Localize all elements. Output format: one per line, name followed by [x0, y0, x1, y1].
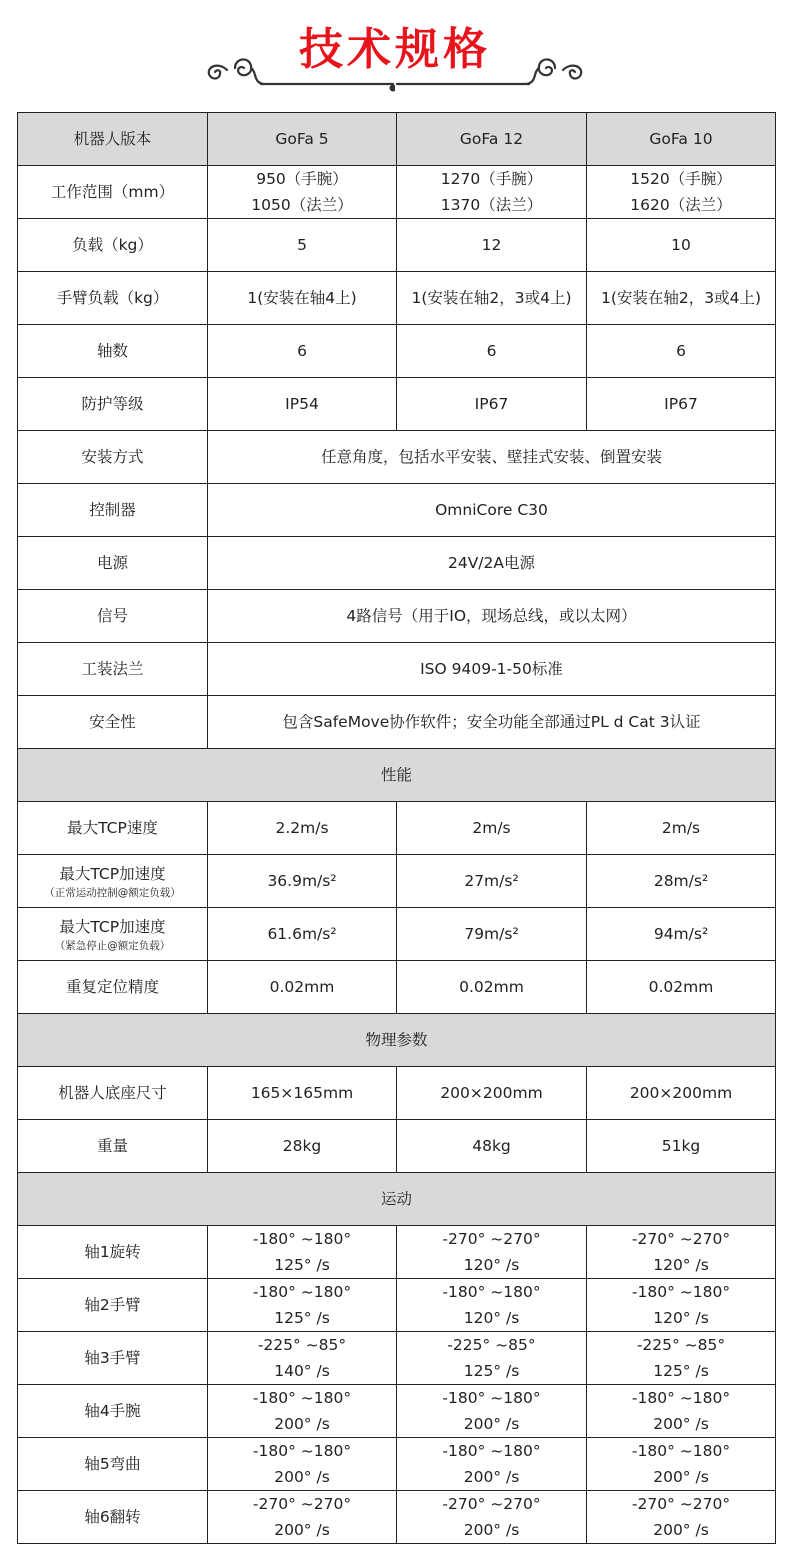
spec-table: [17, 112, 776, 1544]
table-cell: -180° ~180° 200° /s: [587, 1438, 776, 1491]
table-cell: 0.02mm: [208, 961, 397, 1014]
table-header-row: [18, 113, 776, 166]
table-row: [18, 378, 776, 431]
section-title: 运动: [18, 1173, 776, 1226]
row-label: 轴数: [18, 325, 208, 378]
merged-cell: 4路信号（用于IO，现场总线，或以太网）: [208, 590, 776, 643]
table-row: [18, 855, 776, 908]
table-cell: -270° ~270° 200° /s: [587, 1491, 776, 1544]
row-label: 信号: [18, 590, 208, 643]
table-cell: 200×200mm: [587, 1067, 776, 1120]
table-cell: -225° ~85° 125° /s: [587, 1332, 776, 1385]
header-gofa-12: GoFa 12: [397, 113, 587, 166]
table-cell: 0.02mm: [587, 961, 776, 1014]
row-label: 轴2手臂: [18, 1279, 208, 1332]
table-cell: -180° ~180° 200° /s: [397, 1385, 587, 1438]
table-cell: 6: [208, 325, 397, 378]
table-cell: 28m/s²: [587, 855, 776, 908]
table-row: [18, 908, 776, 961]
table-cell: IP67: [587, 378, 776, 431]
row-label: 轴3手臂: [18, 1332, 208, 1385]
table-cell: 6: [397, 325, 587, 378]
table-row: [18, 1491, 776, 1544]
table-cell: 1(安装在轴4上): [208, 272, 397, 325]
table-cell: 2.2m/s: [208, 802, 397, 855]
section-row-motion: [18, 1173, 776, 1226]
table-row: [18, 325, 776, 378]
row-label: 工作范围（mm）: [18, 166, 208, 219]
table-row: [18, 166, 776, 219]
row-label: 安装方式: [18, 431, 208, 484]
table-cell: 1270（手腕） 1370（法兰）: [397, 166, 587, 219]
table-cell: 94m/s²: [587, 908, 776, 961]
row-label: 重复定位精度: [18, 961, 208, 1014]
merged-cell: ISO 9409-1-50标准: [208, 643, 776, 696]
row-label: 控制器: [18, 484, 208, 537]
section-row-physical: [18, 1014, 776, 1067]
table-cell: -180° ~180° 200° /s: [397, 1438, 587, 1491]
table-cell: -180° ~180° 200° /s: [208, 1438, 397, 1491]
table-row: [18, 1385, 776, 1438]
table-cell: 12: [397, 219, 587, 272]
table-row: [18, 219, 776, 272]
row-label: 手臂负载（kg）: [18, 272, 208, 325]
table-row: [18, 272, 776, 325]
table-row: [18, 1332, 776, 1385]
table-cell: IP67: [397, 378, 587, 431]
table-cell: -180° ~180° 200° /s: [208, 1385, 397, 1438]
row-label: 最大TCP加速度 （紧急停止@额定负载）: [18, 908, 208, 961]
page-header: [0, 0, 790, 112]
table-cell: 79m/s²: [397, 908, 587, 961]
table-cell: 2m/s: [587, 802, 776, 855]
table-cell: -225° ~85° 140° /s: [208, 1332, 397, 1385]
merged-cell: 任意角度，包括水平安装、壁挂式安装、倒置安装: [208, 431, 776, 484]
row-label: 电源: [18, 537, 208, 590]
row-label: 防护等级: [18, 378, 208, 431]
table-cell: 10: [587, 219, 776, 272]
section-title: 性能: [18, 749, 776, 802]
table-cell: -180° ~180° 125° /s: [208, 1226, 397, 1279]
merged-cell: OmniCore C30: [208, 484, 776, 537]
row-label: 安全性: [18, 696, 208, 749]
header-gofa-5: GoFa 5: [208, 113, 397, 166]
row-label: 轴5弯曲: [18, 1438, 208, 1491]
table-row: [18, 537, 776, 590]
table-cell: 1520（手腕） 1620（法兰）: [587, 166, 776, 219]
table-cell: 6: [587, 325, 776, 378]
table-cell: 5: [208, 219, 397, 272]
table-cell: -180° ~180° 120° /s: [587, 1279, 776, 1332]
table-cell: 0.02mm: [397, 961, 587, 1014]
row-label: 轴6翻转: [18, 1491, 208, 1544]
table-row: [18, 802, 776, 855]
row-label: 机器人底座尺寸: [18, 1067, 208, 1120]
table-cell: 27m/s²: [397, 855, 587, 908]
header-version: 机器人版本: [18, 113, 208, 166]
table-row: [18, 431, 776, 484]
table-cell: 36.9m/s²: [208, 855, 397, 908]
table-row: [18, 961, 776, 1014]
table-cell: 950（手腕） 1050（法兰）: [208, 166, 397, 219]
table-row: [18, 643, 776, 696]
table-cell: IP54: [208, 378, 397, 431]
table-cell: 48kg: [397, 1120, 587, 1173]
table-row: [18, 484, 776, 537]
table-cell: 1(安装在轴2，3或4上): [587, 272, 776, 325]
header-gofa-10: GoFa 10: [587, 113, 776, 166]
page-title: 技术规格: [299, 24, 491, 75]
table-cell: 61.6m/s²: [208, 908, 397, 961]
row-label: 重量: [18, 1120, 208, 1173]
table-cell: -270° ~270° 200° /s: [208, 1491, 397, 1544]
table-row: [18, 590, 776, 643]
table-cell: 1(安装在轴2，3或4上): [397, 272, 587, 325]
merged-cell: 包含SafeMove协作软件；安全功能全部通过PL d Cat 3认证: [208, 696, 776, 749]
table-cell: -270° ~270° 120° /s: [587, 1226, 776, 1279]
table-cell: 2m/s: [397, 802, 587, 855]
section-row-performance: [18, 749, 776, 802]
table-cell: -270° ~270° 200° /s: [397, 1491, 587, 1544]
table-cell: 200×200mm: [397, 1067, 587, 1120]
table-cell: -180° ~180° 120° /s: [397, 1279, 587, 1332]
table-row: [18, 1067, 776, 1120]
row-label: 工装法兰: [18, 643, 208, 696]
section-title: 物理参数: [18, 1014, 776, 1067]
table-cell: -225° ~85° 125° /s: [397, 1332, 587, 1385]
table-row: [18, 1120, 776, 1173]
table-cell: 165×165mm: [208, 1067, 397, 1120]
table-cell: -180° ~180° 125° /s: [208, 1279, 397, 1332]
row-label: 轴1旋转: [18, 1226, 208, 1279]
row-label: 负载（kg）: [18, 219, 208, 272]
table-cell: -180° ~180° 200° /s: [587, 1385, 776, 1438]
table-row: [18, 696, 776, 749]
row-label: 最大TCP速度: [18, 802, 208, 855]
table-row: [18, 1226, 776, 1279]
table-cell: 28kg: [208, 1120, 397, 1173]
row-label: 最大TCP加速度 （正常运动控制@额定负载）: [18, 855, 208, 908]
row-label: 轴4手腕: [18, 1385, 208, 1438]
merged-cell: 24V/2A电源: [208, 537, 776, 590]
table-row: [18, 1438, 776, 1491]
table-cell: -270° ~270° 120° /s: [397, 1226, 587, 1279]
table-cell: 51kg: [587, 1120, 776, 1173]
table-row: [18, 1279, 776, 1332]
